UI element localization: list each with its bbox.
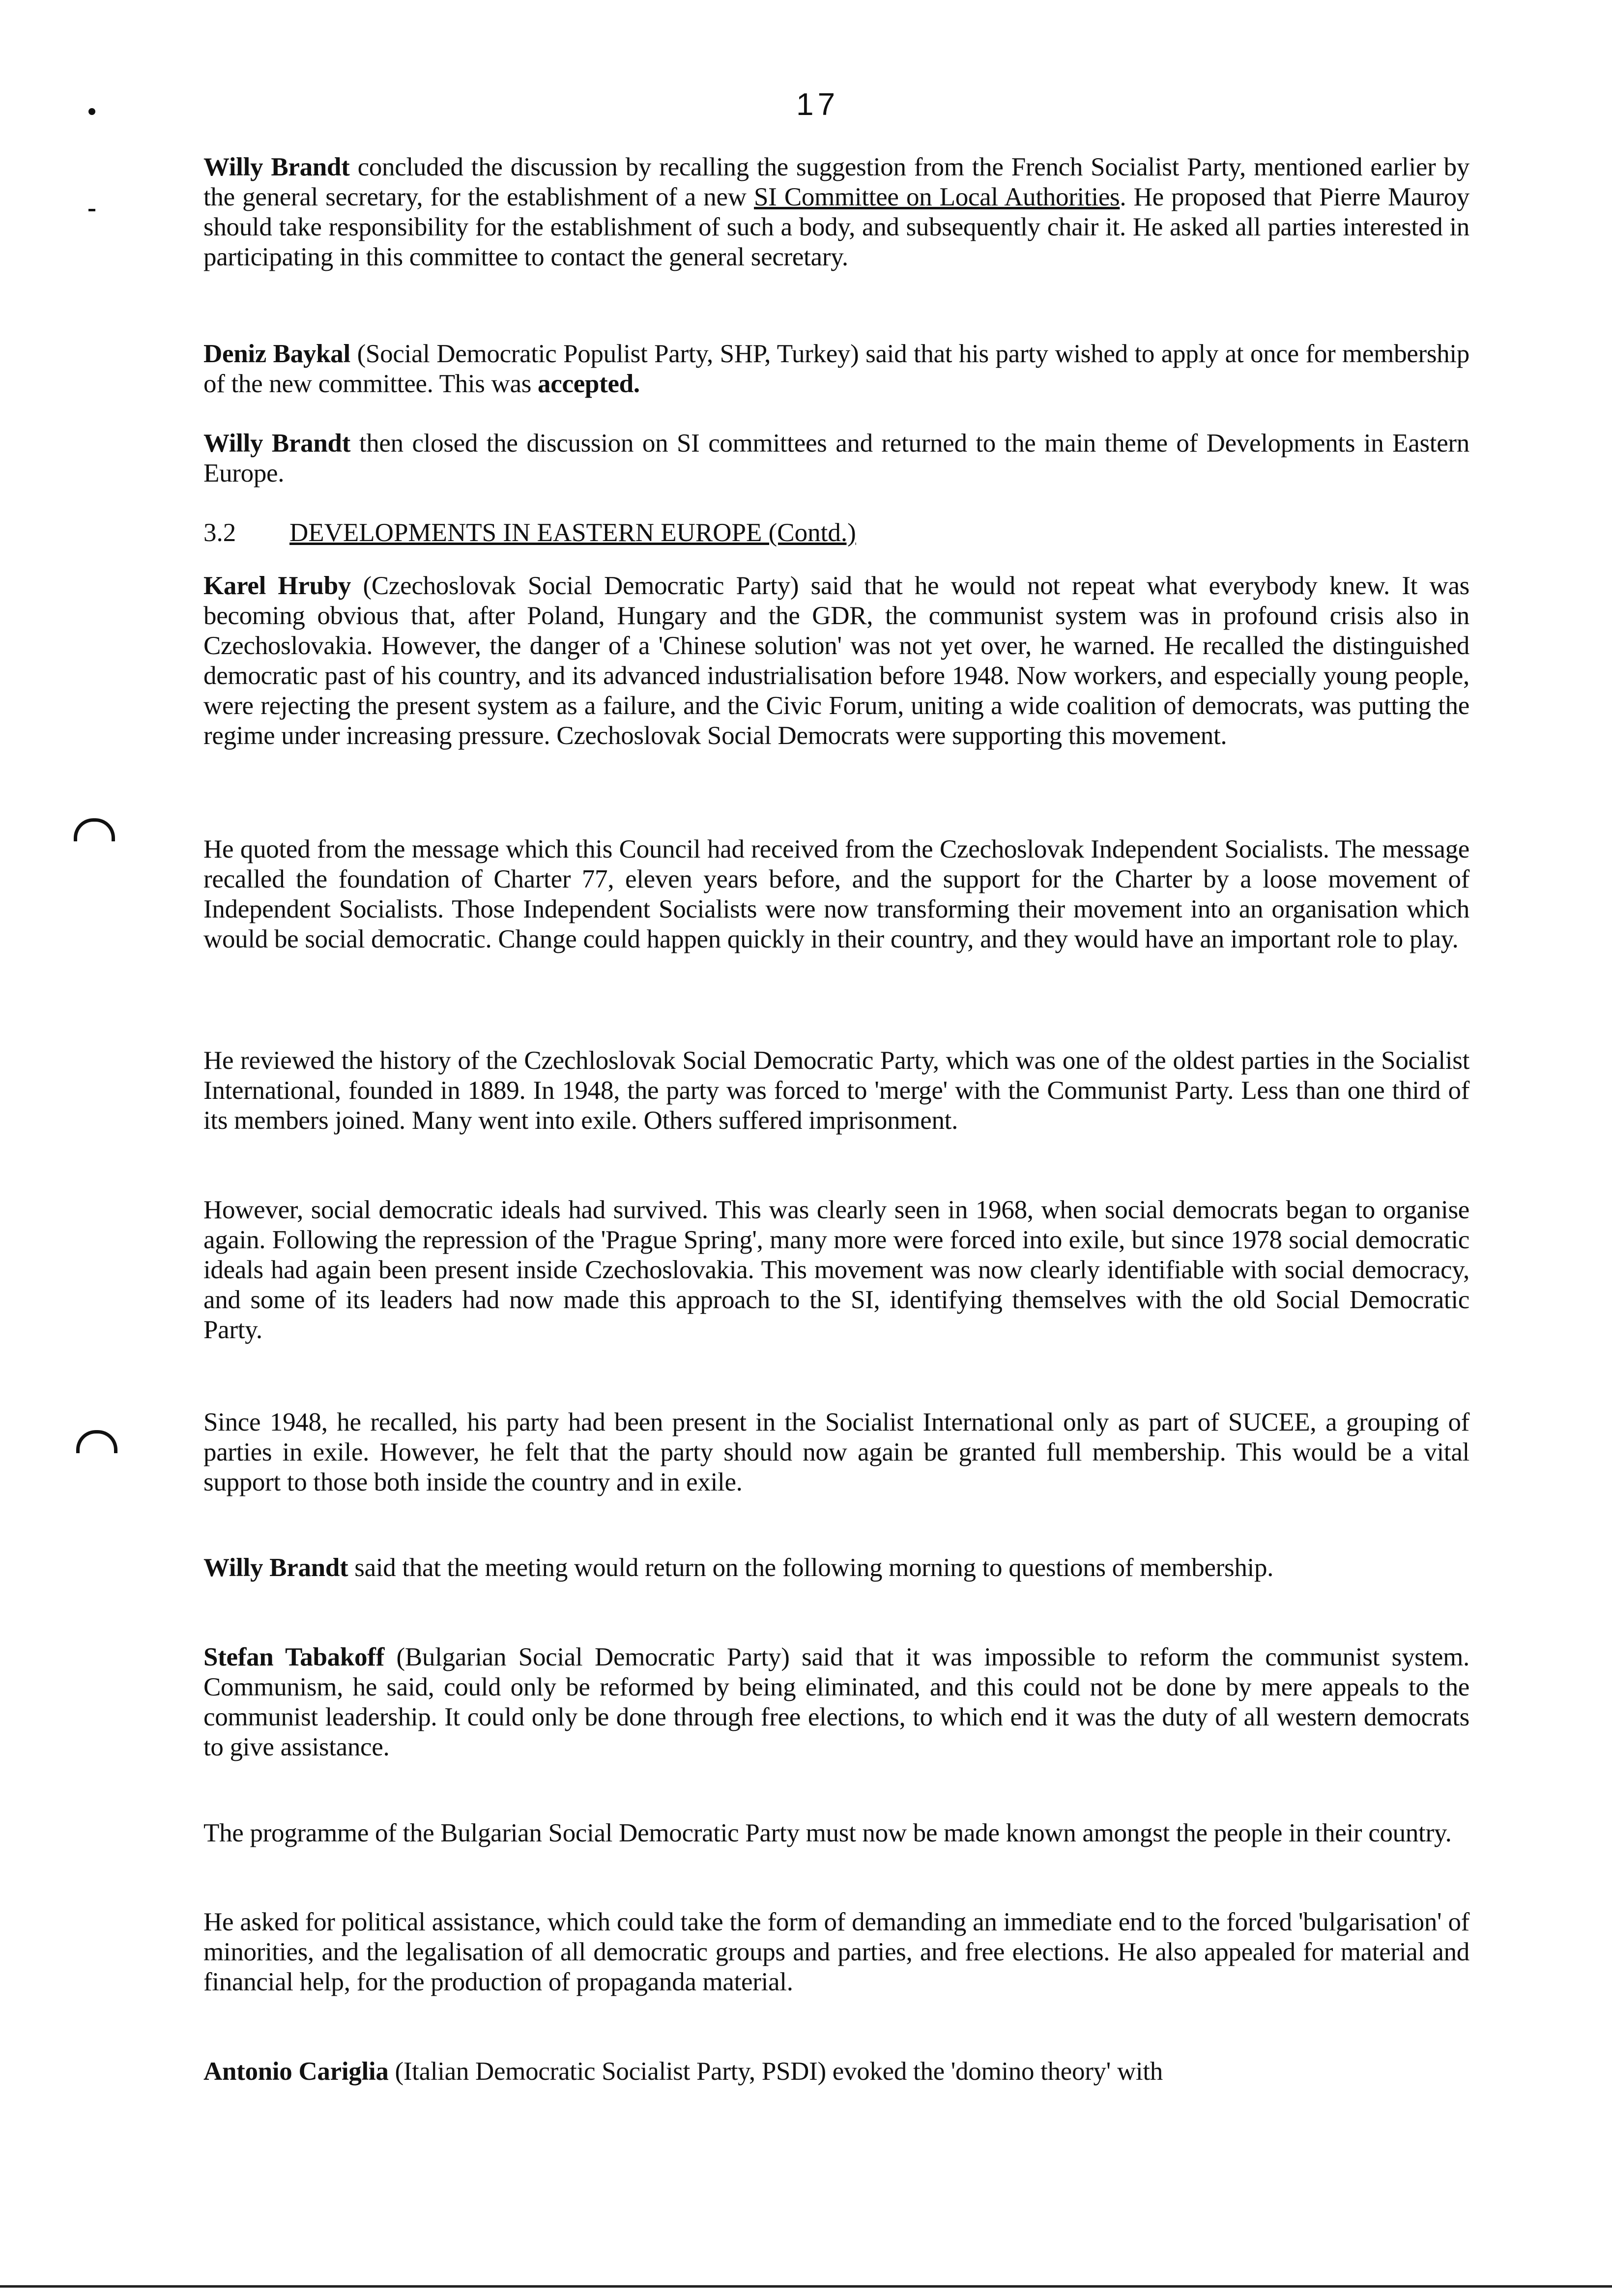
paragraph-hruby-membership: Since 1948, he recalled, his party had been present in the Socialist International only as part of SUCEE, a grouping of parties in exile. However, he felt that the party should now again be granted full membership. This would be a vital support to those both inside the country and in exile. <box>203 1408 1469 1496</box>
paragraph-text: (Bulgarian Social Democratic Party) said that it was impossible to reform the communist system. Communism, he said, could only be reformed by being eliminated, and this could not be done by mere appeals to the communist leadership. It could only be done through free elections, to which end it was the duty of all western democrats to give assistance. <box>203 1643 1470 1761</box>
accepted-label: accepted. <box>538 370 640 398</box>
speaker-name: Deniz Baykal <box>203 340 350 368</box>
paragraph-text: said that the meeting would return on the following morning to questions of membership. <box>348 1553 1274 1582</box>
margin-dot-mark <box>88 108 95 115</box>
section-number: 3.2 <box>203 518 236 547</box>
paragraph-hruby-ideals: However, social democratic ideals had survived. This was clearly seen in 1968, when social democrats began to organise again. Following the repression of the 'Prague Spring', many more were forced into exile, but since 1978 social democratic ideals had again been present inside Czechoslovakia. This movement was now clearly identifiable with social democracy, and some of its leaders had now made this approach to the SI, identifying themselves with the old Social Democratic Party. <box>203 1196 1469 1344</box>
paragraph-text: . He proposed that Pierre Mauroy should take responsibility for the establishment of such a body, and subsequently chair it. He asked all parties interested in participating in this committee to contact the general secretary. <box>203 183 1469 271</box>
paragraph-cariglia <box>203 2057 1469 2087</box>
paragraph-text: (Czechoslovak Social Democratic Party) said that he would not repeat what everybody knew. It was becoming obvious that, after Poland, Hungary and the GDR, the communist system was in profound crisis also in Czechoslovakia. However, the danger of a 'Chinese solution' was not yet over, he warned. He recalled the distinguished democratic past of his country, and its advanced industrialisation before 1948. Now workers, and especially young people, were rejecting the present system as a failure, and the Civic Forum, uniting a wide coalition of democrats, was putting the regime under increasing pressure. Czechoslovak Social Democrats were supporting this movement. <box>203 572 1469 750</box>
speaker-name: Karel Hruby <box>203 572 351 600</box>
speaker-name: Willy Brandt <box>203 1553 348 1582</box>
committee-name: SI Committee on Local Authorities <box>754 183 1120 211</box>
paragraph-tabakoff <box>203 1642 1469 1762</box>
margin-dash-mark <box>88 209 95 211</box>
paragraph-text: then closed the discussion on SI committees and returned to the main theme of Developments in Eastern Europe. <box>203 429 1469 488</box>
paragraph-text: concluded the discussion by recalling the suggestion from the French Socialist Party, mentioned earlier by the general secretary, for the establishment of a new <box>203 153 1469 211</box>
margin-arc-mark <box>76 1430 117 1453</box>
margin-arc-mark <box>74 818 115 841</box>
speaker-name: Willy Brandt <box>203 429 351 458</box>
paragraph-brandt-close <box>203 429 1469 488</box>
paragraph-hruby-history: He reviewed the history of the Czechloslovak Social Democratic Party, which was one of the oldest parties in the Socialist International, founded in 1889. In 1948, the party was forced to 'merge' with the Communist Party. Less than one third of its members joined. Many went into exile. Others suffered imprisonment. <box>203 1046 1469 1135</box>
paragraph-hruby-message: He quoted from the message which this Council had received from the Czechoslovak Independent Socialists. The message recalled the foundation of Charter 77, eleven years before, and the support for the Charter by a loose movement of Independent Socialists. Those Independent Socialists were now transforming their movement into an organisation which would be social democratic. Change could happen quickly in their country, and they would have an important role to play. <box>203 835 1469 953</box>
paragraph-hruby <box>203 571 1469 751</box>
section-title: DEVELOPMENTS IN EASTERN EUROPE (Contd.) <box>289 518 856 547</box>
speaker-name: Antonio Cariglia <box>203 2057 389 2086</box>
paragraph-brandt-committee <box>203 152 1469 272</box>
paragraph-bulgarian-programme: The programme of the Bulgarian Social Democratic Party must now be made known amongst the people in their country. <box>203 1819 1452 1847</box>
paragraph-baykal <box>203 339 1469 399</box>
paragraph-text: (Social Democratic Populist Party, SHP, Turkey) said that his party wished to apply at once for membership of the new committee. This was <box>203 340 1469 398</box>
paragraph-brandt-membership <box>203 1553 1469 1583</box>
paragraph-political-assistance: He asked for political assistance, which could take the form of demanding an immediate end to the forced 'bulgarisation' of minorities, and the legalisation of all democratic groups and parties, and free elections. He also appealed for material and financial help, for the production of propaganda material. <box>203 1908 1469 1996</box>
page-number: 17 <box>796 86 839 122</box>
paragraph-text: (Italian Democratic Socialist Party, PSDI) evoked the 'domino theory' with <box>388 2057 1163 2086</box>
speaker-name: Willy Brandt <box>203 153 350 181</box>
speaker-name: Stefan Tabakoff <box>203 1643 384 1671</box>
bottom-rule <box>0 2285 1612 2288</box>
section-heading <box>203 518 856 548</box>
